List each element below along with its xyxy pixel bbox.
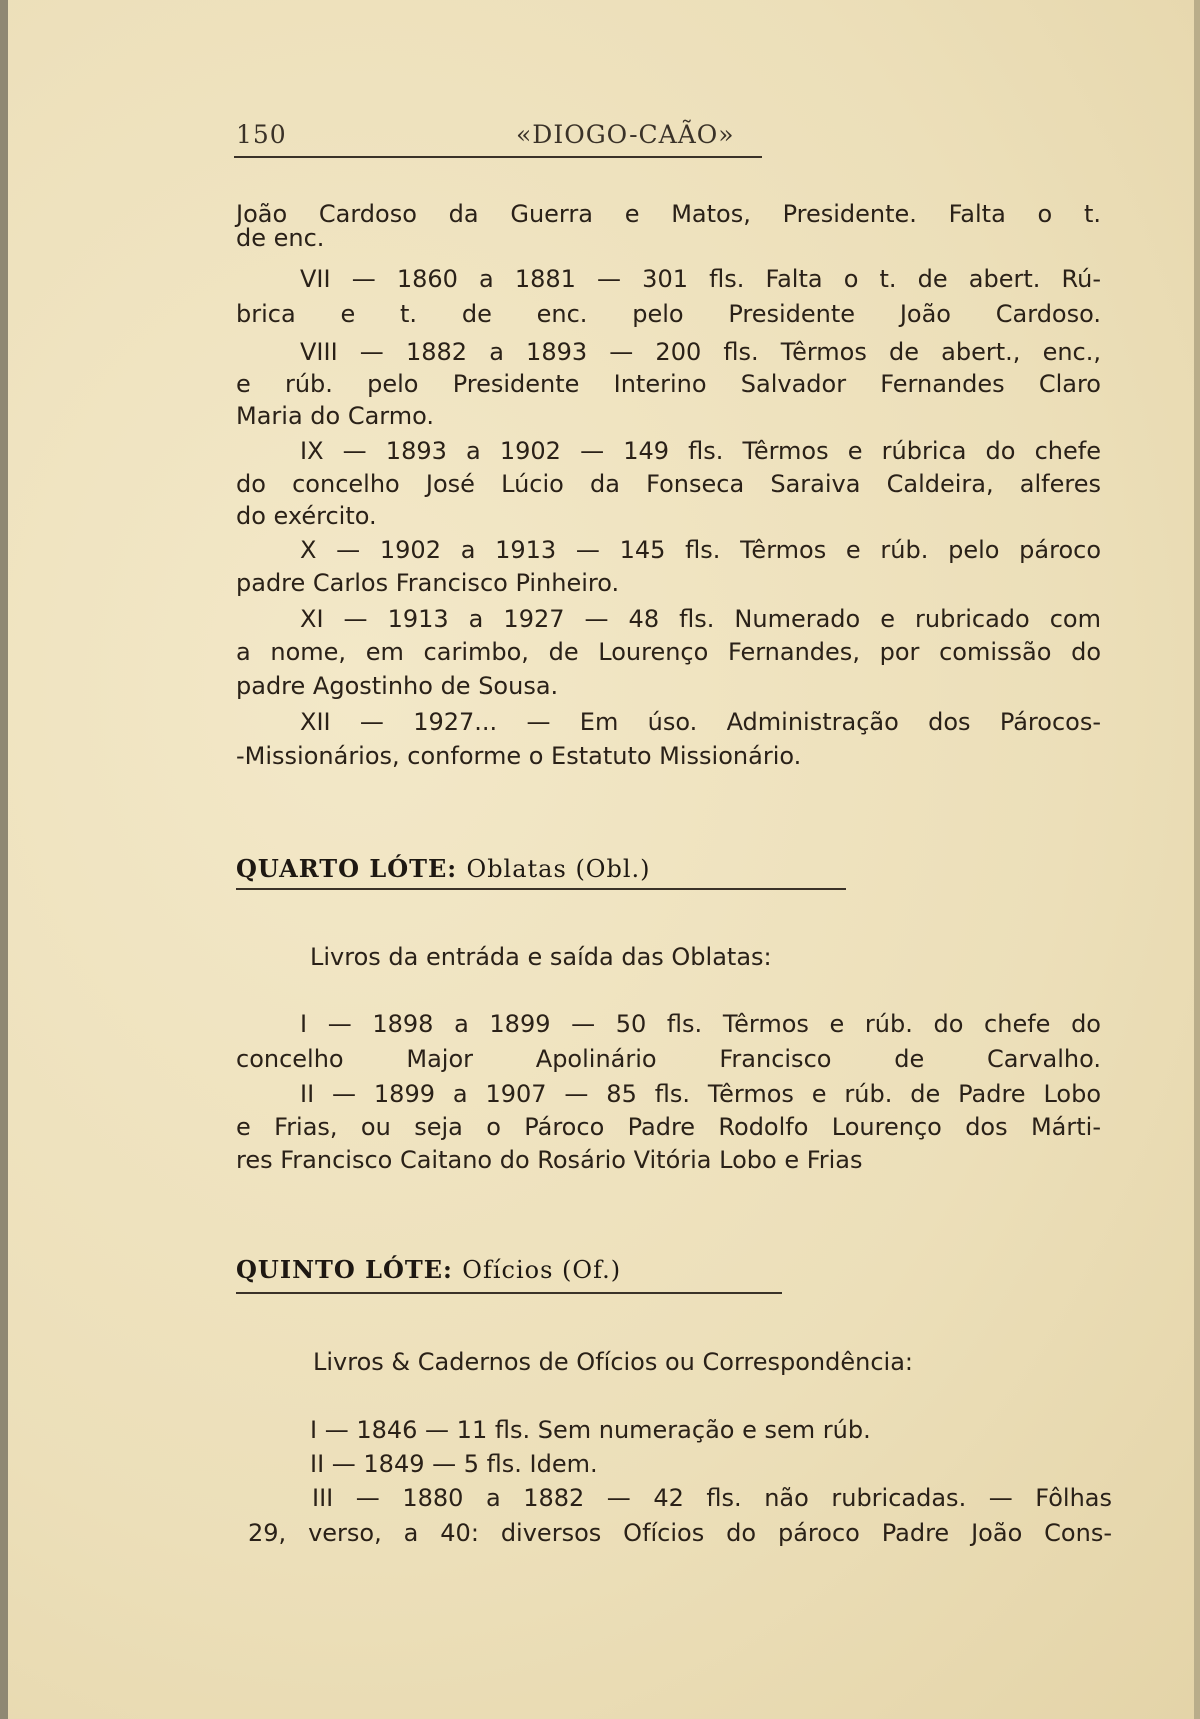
page-edge-left <box>0 0 8 1719</box>
text-line: padre Carlos Francisco Pinheiro. <box>236 569 620 597</box>
text-line: IX — 1893 a 1902 — 149 fls. Têrmos e rúbrica do chefe <box>300 437 1101 465</box>
heading-subtitle: Ofícios (Of.) <box>462 1256 622 1284</box>
text-line: res Francisco Caitano do Rosário Vitória Lobo e Frias <box>236 1146 863 1174</box>
heading-title: QUINTO LÓTE: <box>236 1255 453 1284</box>
section-intro: Livros & Cadernos de Ofícios ou Correspondência: <box>313 1348 914 1376</box>
text-line: de enc. <box>236 224 325 252</box>
text-line: XI — 1913 a 1927 — 48 fls. Numerado e rubricado com <box>300 605 1101 633</box>
text-line: João Cardoso da Guerra e Matos, Presidente. Falta o t. <box>236 200 1101 228</box>
page-edge-right <box>1194 0 1200 1719</box>
text-line: VII — 1860 a 1881 — 301 fls. Falta o t. de abert. Rú- <box>300 265 1101 293</box>
text-line: e rúb. pelo Presidente Interino Salvador Fernandes Claro <box>236 370 1101 398</box>
section-heading-quarto <box>236 854 651 883</box>
text-line: XII — 1927... — Em úso. Administração dos Párocos- <box>300 708 1101 736</box>
text-line: II — 1899 a 1907 — 85 fls. Têrmos e rúb. de Padre Lobo <box>300 1080 1101 1108</box>
section-intro: Livros da entráda e saída das Oblatas: <box>310 943 772 971</box>
section-heading-quinto <box>236 1255 621 1284</box>
text-line: III — 1880 a 1882 — 42 fls. não rubricadas. — Fôlhas <box>312 1484 1112 1512</box>
text-line: a nome, em carimbo, de Lourenço Fernandes, por comissão do <box>236 638 1101 666</box>
text-line: II — 1849 — 5 fls. Idem. <box>310 1450 598 1478</box>
text-line: 29, verso, a 40: diversos Ofícios do pároco Padre João Cons- <box>248 1519 1112 1547</box>
page-number: 150 <box>236 120 287 149</box>
running-title: «DIOGO-CAÃO» <box>516 120 735 149</box>
text-line: brica e t. de enc. pelo Presidente João Cardoso. <box>236 300 1101 328</box>
text-line: concelho Major Apolinário Francisco de Carvalho. <box>236 1045 1101 1073</box>
text-line: padre Agostinho de Sousa. <box>236 672 559 700</box>
text-line: do concelho José Lúcio da Fonseca Saraiva Caldeira, alferes <box>236 470 1101 498</box>
text-line: I — 1898 a 1899 — 50 fls. Têrmos e rúb. do chefe do <box>300 1010 1101 1038</box>
heading-rule <box>236 888 846 890</box>
text-line: e Frias, ou seja o Pároco Padre Rodolfo Lourenço dos Márti- <box>236 1113 1101 1141</box>
text-line: I — 1846 — 11 fls. Sem numeração e sem rúb. <box>310 1416 871 1444</box>
heading-subtitle: Oblatas (Obl.) <box>466 855 651 883</box>
header-rule <box>234 156 762 158</box>
text-line: VIII — 1882 a 1893 — 200 fls. Têrmos de abert., enc., <box>300 338 1101 366</box>
text-line: Maria do Carmo. <box>236 402 435 430</box>
heading-title: QUARTO LÓTE: <box>236 854 458 883</box>
text-line: do exército. <box>236 502 377 530</box>
text-line: X — 1902 a 1913 — 145 fls. Têrmos e rúb. pelo pároco <box>300 536 1101 564</box>
heading-rule <box>236 1292 782 1294</box>
text-line: -Missionários, conforme o Estatuto Missionário. <box>236 742 802 770</box>
